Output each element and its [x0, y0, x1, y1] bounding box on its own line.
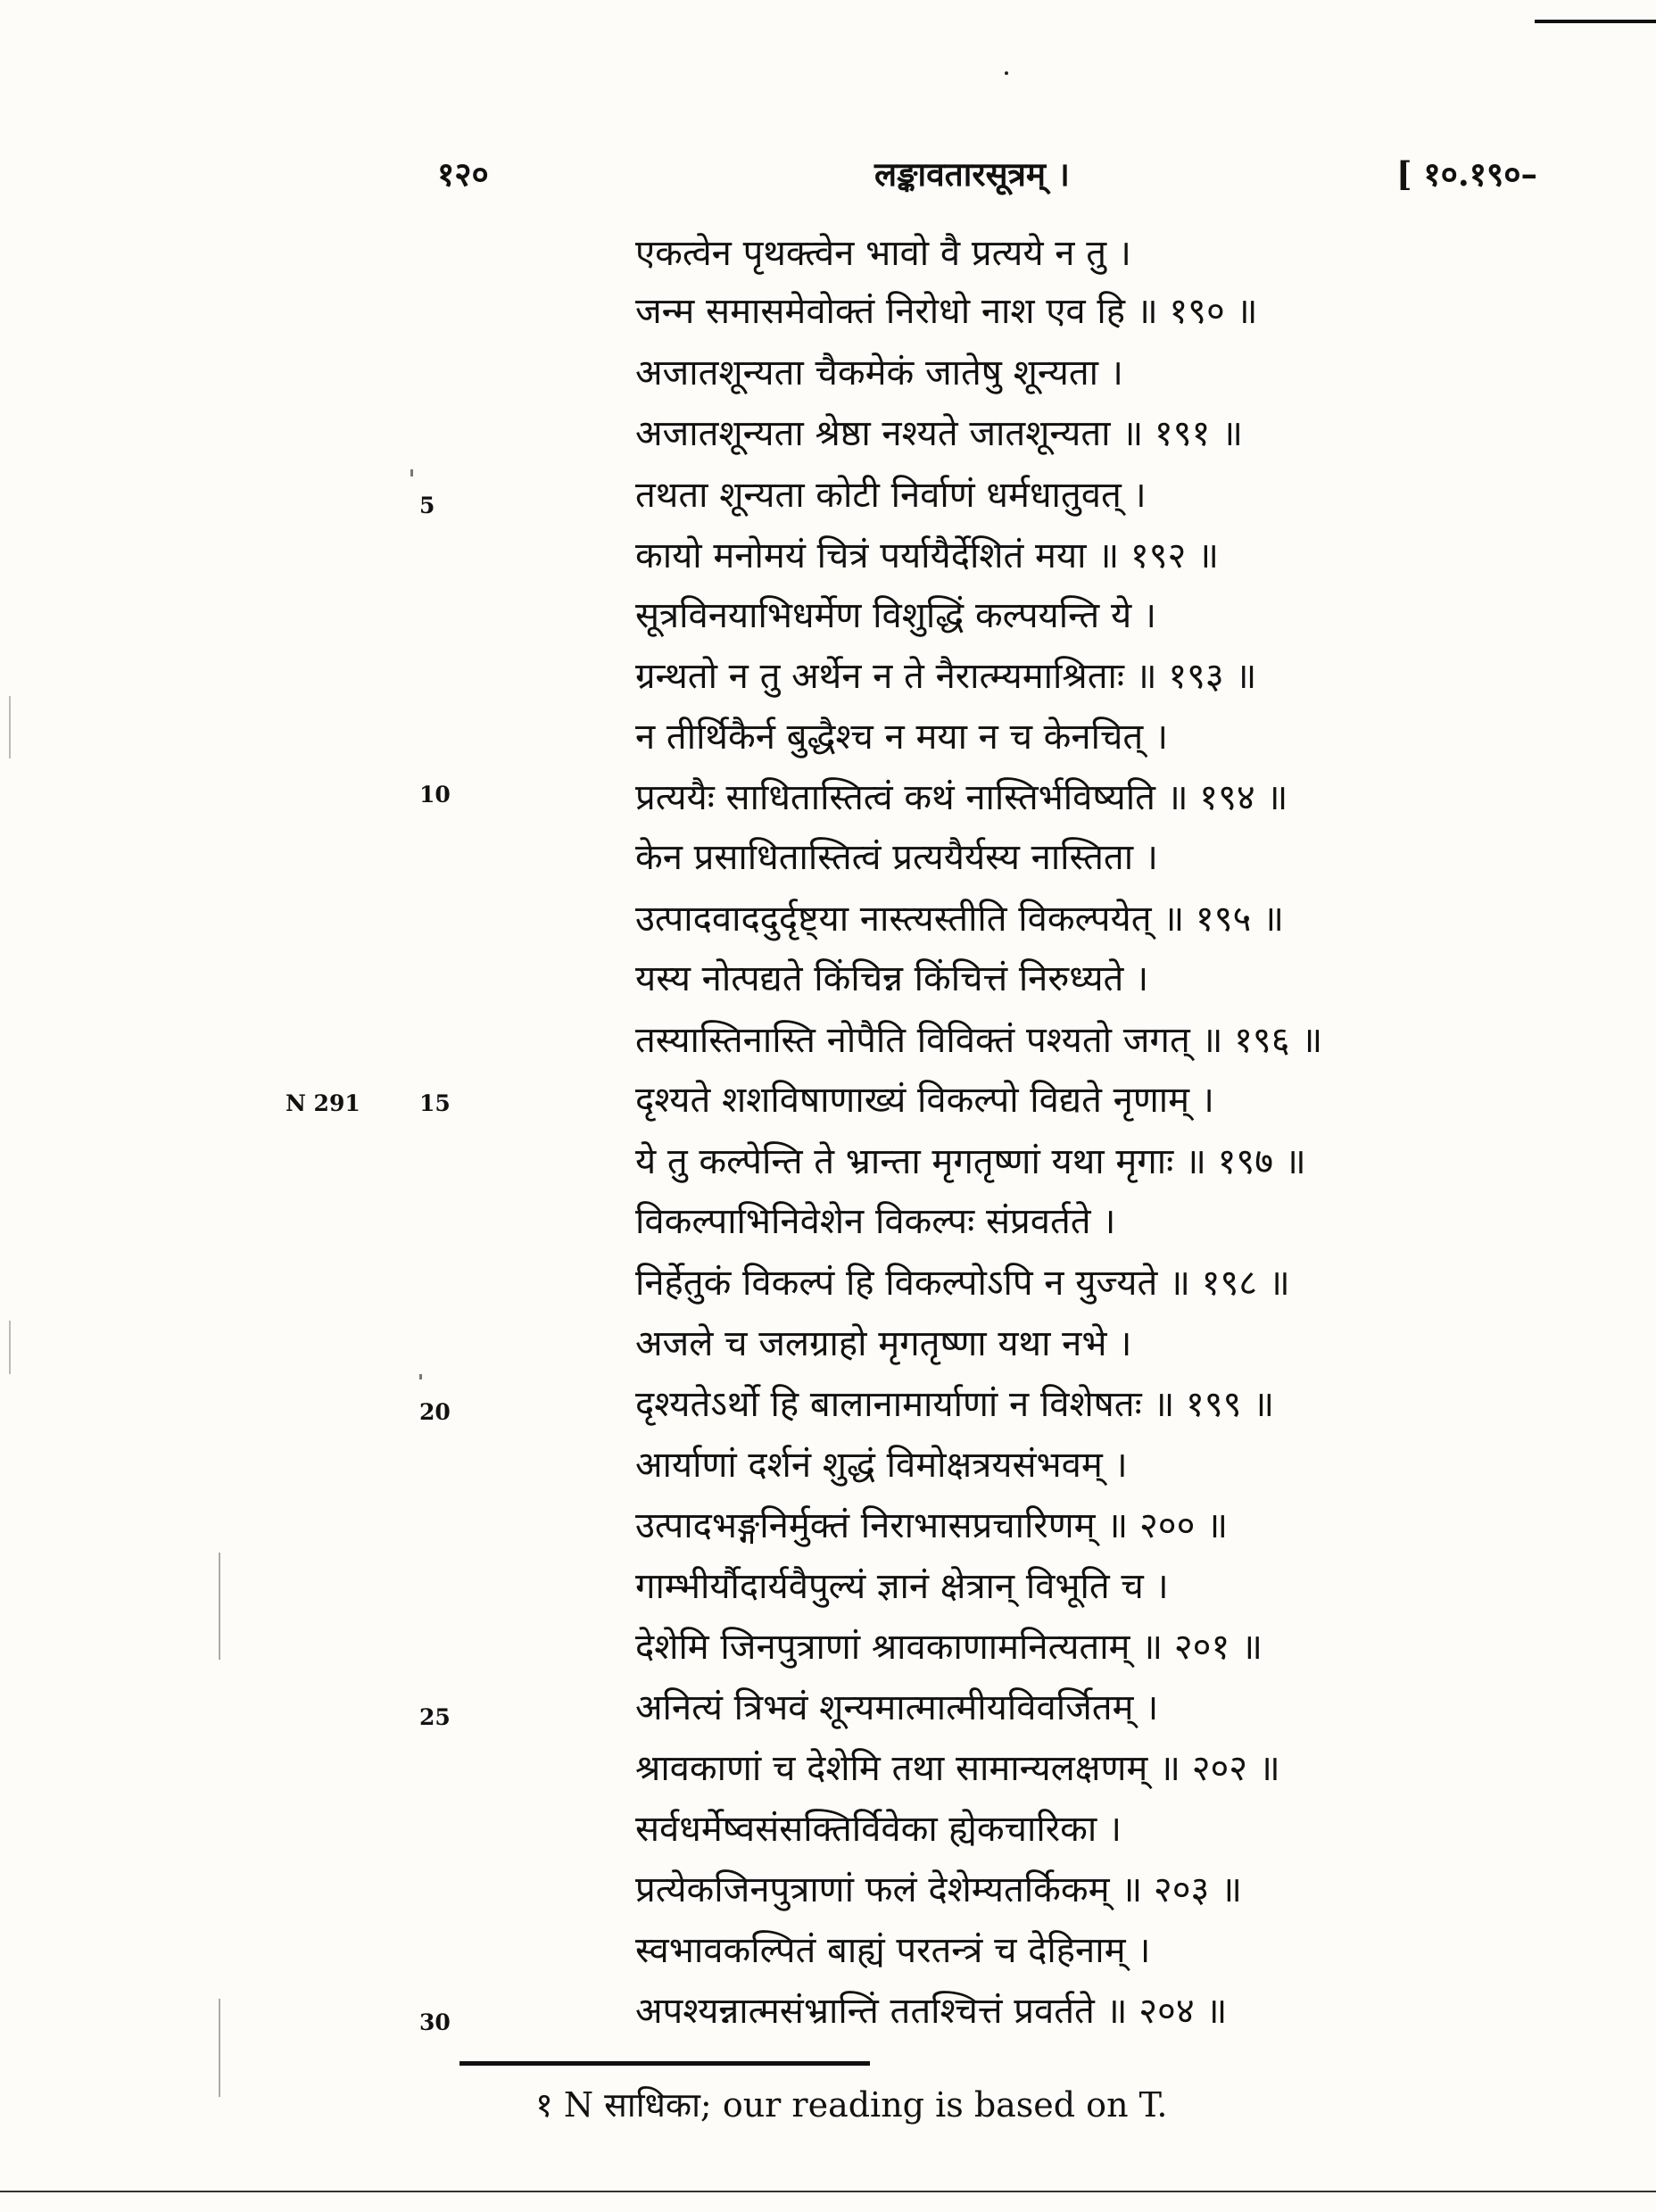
verse-line: प्रत्ययैः साधितास्तित्वं कथं नास्तिर्भविष्यति ॥ १९४ ॥	[635, 777, 1288, 818]
line-number: 15	[419, 1090, 451, 1116]
manuscript-folio-ref: N 291	[286, 1090, 360, 1116]
verse-line: जन्म समासमेवोक्तं निरोधो नाश एव हि ॥ १९० ॥	[635, 291, 1258, 332]
verse-line: प्रत्येकजिनपुत्राणां फलं देशेम्यतर्किकम् ॥ २०३ ॥	[635, 1869, 1242, 1910]
verse-line: ग्रन्थतो न तु अर्थेन न ते नैरात्म्यमाश्रिताः ॥ १९३ ॥	[635, 656, 1257, 697]
top-edge-rule	[1535, 20, 1656, 23]
verse-line: देशेमि जिनपुत्राणां श्रावकाणामनित्यताम् ॥ २०१ ॥	[635, 1627, 1263, 1668]
verse-line: कायो मनोमयं चित्रं पर्यायैर्देशितं मया ॥ १९२ ॥	[635, 535, 1219, 576]
verse-line: अनित्यं त्रिभवं शून्यमात्मात्मीयविवर्जितम् ।	[635, 1687, 1159, 1728]
speck	[419, 1374, 422, 1379]
verse-line: दृश्यतेऽर्थो हि बालानामार्याणां न विशेषतः ॥ १९९ ॥	[635, 1384, 1275, 1425]
verse-line: एकत्वेन पृथक्त्वेन भावो वै प्रत्यये न तु ।	[635, 233, 1131, 274]
verse-line: अजातशून्यता चैकमेकं जातेषु शून्यता ।	[635, 352, 1123, 394]
verse-line: सूत्रविनयाभिधर्मेण विशुद्धिं कल्पयन्ति ये ।	[635, 595, 1157, 636]
running-title: लङ्कावतारसूत्रम् ।	[874, 154, 1070, 194]
verse-line: स्वभावकल्पितं बाह्यं परतन्त्रं च देहिनाम् ।	[635, 1930, 1151, 1971]
verse-line: अपश्यन्नात्मसंभ्रान्तिं ततश्चित्तं प्रवर्तते ॥ २०४ ॥	[635, 1991, 1228, 2032]
verse-line: यस्य नोत्पद्यते किंचिन्न किंचित्तं निरुध्यते ।	[635, 958, 1149, 999]
verse-line: उत्पादवाददुर्दृष्ट्या नास्त्यस्तीति विकल्पयेत् ॥ १९५ ॥	[635, 899, 1284, 940]
verse-line: सर्वधर्मेष्वसंसक्तिर्विवेका ह्येकचारिका ।	[635, 1809, 1122, 1850]
speck	[1005, 71, 1008, 75]
speck	[410, 469, 413, 476]
line-number: 25	[419, 1704, 451, 1730]
verse-line: आर्याणां दर्शनं शुद्धं विमोक्षत्रयसंभवम् ।	[635, 1445, 1128, 1486]
line-number: 30	[419, 2009, 451, 2035]
verse-line: श्रावकाणां च देशेमि तथा सामान्यलक्षणम् ॥ २०२ ॥	[635, 1748, 1280, 1789]
margin-mark	[219, 1999, 220, 2097]
verse-range-ref: [ १०.१९०–	[1396, 154, 1537, 194]
line-number: 20	[419, 1399, 451, 1425]
margin-mark	[219, 1553, 220, 1660]
bottom-edge-rule	[0, 2191, 1656, 2192]
verse-line: अजातशून्यता श्रेष्ठा नश्यते जातशून्यता ॥ १९१ ॥	[635, 413, 1244, 454]
verse-line: तथता शून्यता कोटी निर्वाणं धर्मधातुवत् ।	[635, 475, 1147, 516]
verse-line: उत्पादभङ्गनिर्मुक्तं निराभासप्रचारिणम् ॥ २०० ॥	[635, 1505, 1229, 1546]
verse-line: अजले च जलग्राहो मृगतृष्णा यथा नभे ।	[635, 1323, 1132, 1364]
margin-mark	[9, 1321, 11, 1374]
verse-line: केन प्रसाधितास्तित्वं प्रत्ययैर्यस्य नास्तिता ।	[635, 837, 1158, 878]
margin-mark	[9, 696, 11, 758]
verse-line: तस्यास्तिनास्ति नोपैति विविक्तं पश्यतो जगत् ॥ १९६ ॥	[635, 1020, 1323, 1061]
verse-line: न तीर्थिकैर्न बुद्धैश्च न मया न च केनचित् ।	[635, 717, 1169, 758]
line-number: 10	[419, 782, 451, 808]
footnote-rule	[460, 2061, 870, 2066]
verse-line: ये तु कल्पेन्ति ते भ्रान्ता मृगतृष्णां यथा मृगाः ॥ १९७ ॥	[635, 1141, 1306, 1182]
verse-line: निर्हेतुकं विकल्पं हि विकल्पोऽपि न युज्यते ॥ १९८ ॥	[635, 1263, 1290, 1304]
page-number: १२०	[437, 154, 489, 194]
verse-line: दृश्यते शशविषाणाख्यं विकल्पो विद्यते नृणाम् ।	[635, 1080, 1214, 1121]
verse-line: गाम्भीर्यौदार्यवैपुल्यं ज्ञानं क्षेत्रान् विभूति च ।	[635, 1566, 1169, 1607]
footnote: १ N साधिका; our reading is based on T.	[535, 2085, 1168, 2125]
verse-line: विकल्पाभिनिवेशेन विकल्पः संप्रवर्तते ।	[635, 1201, 1116, 1242]
line-number: 5	[419, 493, 435, 518]
